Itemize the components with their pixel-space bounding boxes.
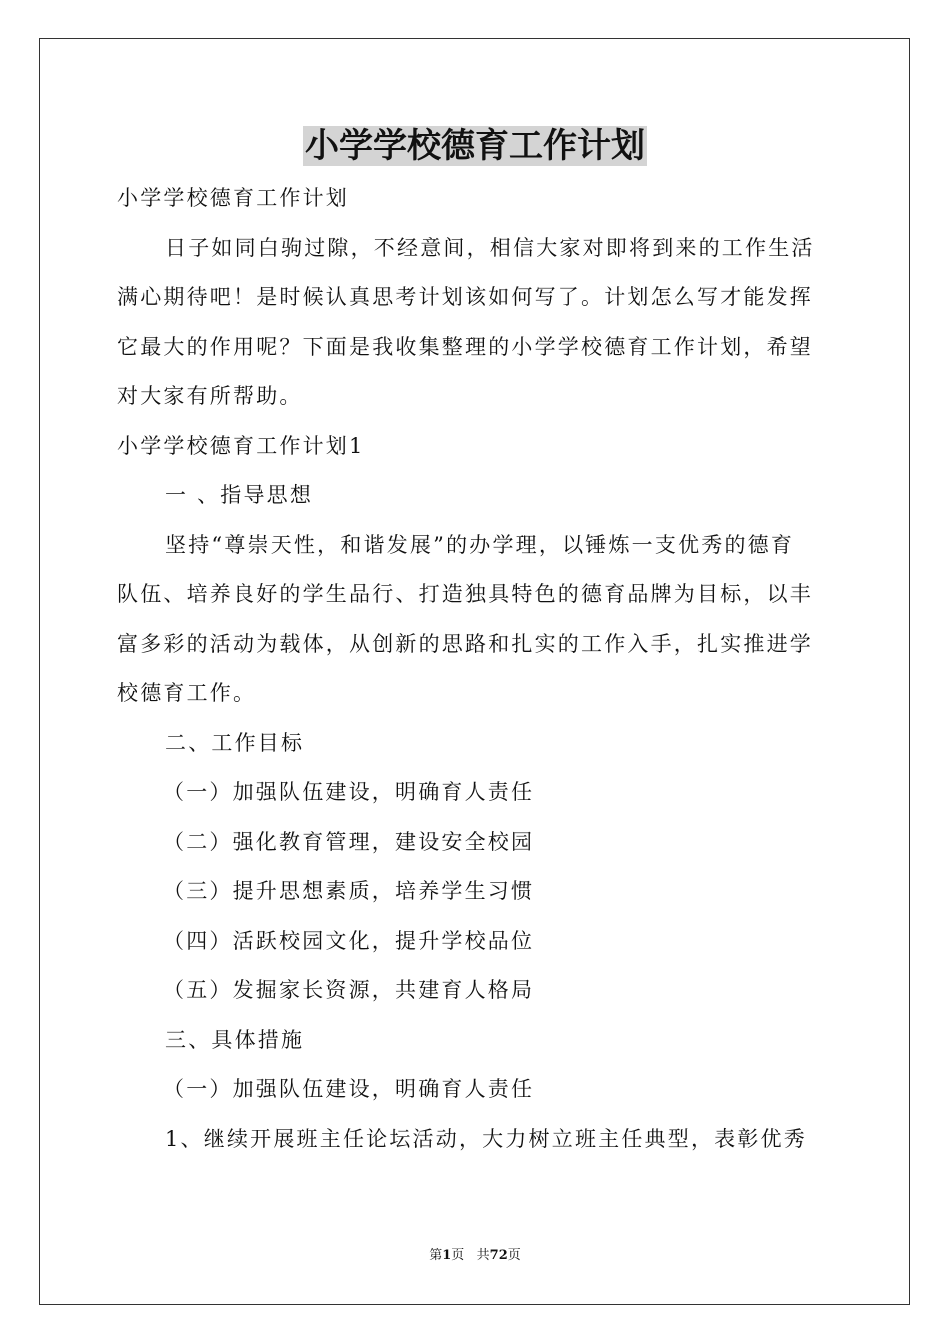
text-line: 1、继续开展班主任论坛活动，大力树立班主任典型，表彰优秀: [165, 1126, 807, 1151]
text-line: （一）加强队伍建设，明确育人责任: [163, 1077, 535, 1101]
document-body: [117, 174, 832, 1164]
text-line: 一 、指导思想: [165, 483, 314, 507]
text-line: （五）发掘家长资源，共建育人格局: [163, 978, 535, 1002]
text-line: 二、工作目标: [165, 730, 305, 755]
text-line: 日子如同白驹过隙，不经意间，相信大家对即将到来的工作生活: [165, 235, 815, 260]
text-line: （一）加强队伍建设，明确育人责任: [163, 780, 535, 804]
text-line: 对大家有所帮助。: [117, 384, 303, 408]
text-line: 满心期待吧！是时候认真思考计划该如何写了。计划怎么写才能发挥: [117, 285, 813, 309]
text-line: （三）提升思想素质，培养学生习惯: [163, 879, 535, 903]
text-line: 队伍、培养良好的学生品行、打造独具特色的德育品牌为目标，以丰: [117, 582, 813, 606]
footer-mid: 页 共: [451, 1248, 490, 1263]
footer-total-pages: 72: [489, 1248, 508, 1263]
text-line: （四）活跃校园文化，提升学校品位: [163, 928, 535, 953]
footer-page-number: 1: [442, 1248, 452, 1263]
document-title-text: 小学学校德育工作计划: [305, 126, 645, 166]
text-line: 小学学校德育工作计划: [117, 186, 349, 210]
footer-suffix: 页: [507, 1248, 521, 1263]
text-line: 坚持“尊崇天性，和谐发展”的办学理，以锤炼一支优秀的德育: [165, 532, 795, 557]
text-line: 它最大的作用呢？下面是我收集整理的小学学校德育工作计划，希望: [117, 334, 813, 359]
text-line: 校德育工作。: [117, 681, 257, 705]
text-line: 三、具体措施: [165, 1027, 305, 1052]
text-line: （二）强化教育管理，建设安全校园: [163, 829, 535, 854]
text-line: 富多彩的活动为载体，从创新的思路和扎实的工作入手，扎实推进学: [117, 631, 813, 656]
document-title: [0, 122, 950, 170]
text-line: 小学学校德育工作计划1: [117, 433, 365, 458]
page-footer: [0, 1246, 950, 1266]
footer-prefix: 第: [429, 1248, 443, 1263]
